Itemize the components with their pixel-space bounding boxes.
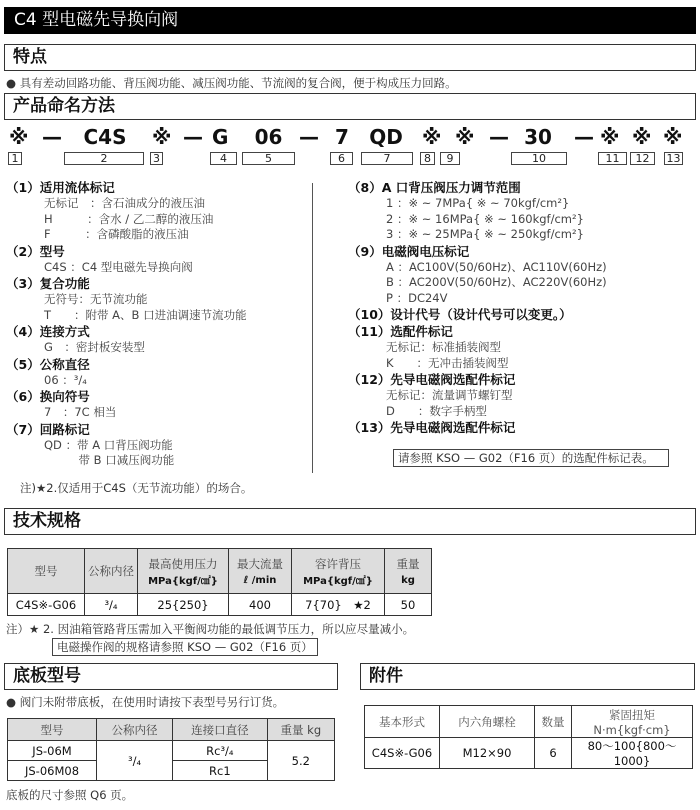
naming-field-option: D ：数字手柄型 <box>386 403 487 418</box>
code-token: ※ <box>632 125 652 149</box>
naming-field-heading: （1）适用流体标记 <box>6 180 115 195</box>
code-token: — <box>574 125 594 149</box>
code-token: ※ <box>9 125 29 149</box>
naming-field-heading: （13）先导电磁阀选配件标记 <box>348 420 516 435</box>
code-token: C4S <box>83 125 127 149</box>
code-token: G <box>212 125 229 149</box>
field-number-box: 3 <box>150 152 163 165</box>
cell: 400 <box>229 594 292 616</box>
features-bullet: ● 具有差动回路功能、背压阀功能、减压阀功能、节流阀的复合阀，便于构成压力回路。 <box>6 76 457 90</box>
naming-field-option: 1 ：※ ~ 7MPa{ ※ ~ 70kgf/cm²} <box>386 196 570 210</box>
field-number-box: 6 <box>330 152 353 165</box>
field-number-box: 4 <box>210 152 237 165</box>
field-number-box: 5 <box>242 152 295 165</box>
field-number-box: 7 <box>361 152 413 165</box>
section-specs-heading: 技术规格 <box>4 508 696 535</box>
field-number-box: 8 <box>420 152 435 165</box>
naming-note: 注)★2.仅适用于C4S（无节流功能）的场合。 <box>20 481 253 495</box>
naming-field-option: B ：AC200V(50/60Hz)、AC220V(60Hz) <box>386 275 607 289</box>
cell: ³/₄ <box>97 741 173 781</box>
cell: 80～100{800～1000} <box>572 738 693 769</box>
base-header-port: 连接口直径 <box>173 719 268 741</box>
code-token: — <box>489 125 509 149</box>
base-table <box>7 718 335 781</box>
cell: 25{250} <box>138 594 229 616</box>
specs-note: 注）★ 2. 因油箱管路背压需加入平衡阀功能的最低调节压力，所以应尽量减小。 <box>6 622 415 636</box>
cell: 5.2 <box>267 741 334 781</box>
specs-header-backpressure: 容许背压 MPa{kgf/㎠} <box>292 549 385 594</box>
base-header-weight: 重量 kg <box>267 719 334 741</box>
naming-field-option: 无标记 ：含石油成分的液压油 <box>44 196 205 210</box>
naming-field-option: C4S ：C4 型电磁先导换向阀 <box>44 259 193 274</box>
acc-header-torque: 紧固扭矩 N·m{kgf·cm} <box>572 706 693 738</box>
specs-header-weight: 重量 kg <box>385 549 432 594</box>
section-base-heading: 底板型号 <box>4 663 338 690</box>
accessories-table <box>364 705 693 769</box>
specs-header-flow: 最大流量 ℓ /min <box>229 549 292 594</box>
field-number-box: 1 <box>8 152 22 165</box>
base-header-model: 型号 <box>8 719 97 741</box>
code-token: — <box>183 125 203 149</box>
naming-field-heading: （8）A 口背压阀压力调节范围 <box>348 180 521 195</box>
code-token: ※ <box>455 125 475 149</box>
cell: Rc³/₄ <box>173 741 268 761</box>
table-row <box>365 738 693 769</box>
code-token: ※ <box>663 125 683 149</box>
field-number-box: 10 <box>511 152 567 165</box>
code-token: 30 <box>524 125 552 149</box>
naming-field-option: 06 ：³/₄ <box>44 372 87 387</box>
code-token: 06 <box>254 125 283 149</box>
naming-field-option: H ：含水 / 乙二醇的液压油 <box>44 211 214 226</box>
cell: 7{70} ★2 <box>292 594 385 616</box>
naming-field-heading: （11）选配件标记 <box>348 324 453 339</box>
naming-field-option: QD ：带 A 口背压阀功能 <box>44 437 173 452</box>
code-token: ※ <box>152 125 172 149</box>
specs-header-model: 型号 <box>8 549 85 594</box>
naming-field-heading: （2）型号 <box>6 243 65 259</box>
naming-field-option: 7 ：7C 相当 <box>44 405 117 419</box>
cell: M12×90 <box>440 738 535 769</box>
cell: C4S※-G06 <box>8 594 85 616</box>
base-footnote: 底板的尺寸参照 Q6 页。 <box>6 788 134 802</box>
naming-field-option: 无标记：标准插装阀型 <box>386 340 501 354</box>
section-accessories-heading: 附件 <box>360 663 695 690</box>
section-features-heading: 特点 <box>4 44 696 71</box>
field-number-box: 9 <box>440 152 460 165</box>
acc-header-qty: 数量 <box>535 706 572 738</box>
cell: JS-06M <box>8 741 97 761</box>
specs-header-pressure: 最高使用压力 MPa{kgf/㎠} <box>138 549 229 594</box>
acc-header-bolt: 内六角螺栓 <box>440 706 535 738</box>
naming-field-option: P ：DC24V <box>386 290 448 305</box>
specs-reference-note: 电磁操作阀的规格请参照 KSO — G02（F16 页） <box>52 638 318 656</box>
naming-field-heading: （3）复合功能 <box>6 276 90 291</box>
naming-field-option: 2 ：※ ~ 16MPa{ ※ ~ 160kgf/cm²} <box>386 211 584 226</box>
cell: Rc1 <box>173 761 268 781</box>
naming-field-heading: （9）电磁阀电压标记 <box>348 243 470 259</box>
field-number-box: 12 <box>630 152 655 165</box>
specs-header-bore: 公称内径 <box>85 549 138 594</box>
table-row <box>8 594 432 616</box>
naming-field-option: K ：无冲击插装阀型 <box>386 355 509 370</box>
field-number-box: 2 <box>64 152 144 165</box>
naming-field-heading: （6）换向符号 <box>6 389 90 404</box>
cell: JS-06M08 <box>8 761 97 781</box>
naming-field-option: 无符号：无节流功能 <box>44 292 148 306</box>
naming-field-option: 带 B 口减压阀功能 <box>44 453 175 467</box>
code-token: — <box>299 125 319 149</box>
naming-field-heading: （10）设计代号（设计代号可以变更。） <box>348 307 572 322</box>
specs-table <box>7 548 432 616</box>
naming-field-option: 3 ：※ ~ 25MPa{ ※ ~ 250kgf/cm²} <box>386 227 584 241</box>
code-token: QD <box>369 125 403 149</box>
cell: 50 <box>385 594 432 616</box>
table-row <box>8 741 335 761</box>
code-token: 7 <box>335 125 349 149</box>
naming-field-heading: （5）公称直径 <box>6 356 90 372</box>
cell: 6 <box>535 738 572 769</box>
base-bullet: ● 阀门未附带底板，在使用时请按下表型号另行订货。 <box>6 695 285 709</box>
naming-field-heading: （7）回路标记 <box>6 421 90 437</box>
base-header-bore: 公称内径 <box>97 719 173 741</box>
naming-field-option: 无标记：流量调节螺钉型 <box>386 388 513 402</box>
naming-field-heading: （12）先导电磁阀选配件标记 <box>348 372 516 387</box>
code-token: ※ <box>422 125 442 149</box>
field-number-box: 11 <box>598 152 627 165</box>
code-token: — <box>42 125 62 149</box>
section-naming-heading: 产品命名方法 <box>4 93 696 120</box>
code-token: ※ <box>600 125 620 149</box>
naming-field-heading: （4）连接方式 <box>6 324 90 339</box>
page-title: C4 型电磁先导换向阀 <box>4 7 696 34</box>
acc-header-type: 基本形式 <box>365 706 440 738</box>
naming-field-option: T ：附带 A、B 口进油调速节流功能 <box>44 307 247 322</box>
column-divider <box>312 183 313 473</box>
cell: C4S※-G06 <box>365 738 440 769</box>
naming-field-option: A ：AC100V(50/60Hz)、AC110V(60Hz) <box>386 259 607 274</box>
field-number-box: 13 <box>664 152 683 165</box>
options-reference-note: 请参照 KSO — G02（F16 页）的选配件标记表。 <box>393 449 669 467</box>
cell: ³/₄ <box>85 594 138 616</box>
naming-field-option: F ：含磷酸脂的液压油 <box>44 227 189 241</box>
naming-field-option: G ：密封板安装型 <box>44 340 145 354</box>
